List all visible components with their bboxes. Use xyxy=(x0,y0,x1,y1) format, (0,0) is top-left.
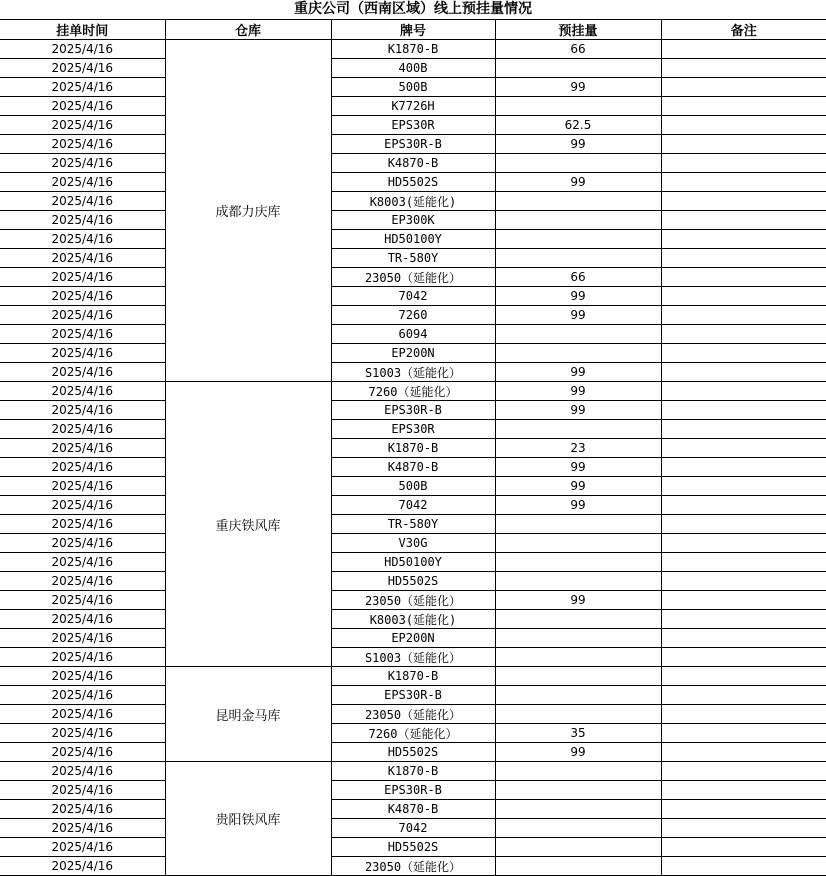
cell-note[interactable] xyxy=(661,173,826,192)
cell-grade[interactable]: 400B xyxy=(331,59,495,78)
cell-note[interactable] xyxy=(661,667,826,686)
table-row xyxy=(0,857,826,876)
table-row xyxy=(0,439,826,458)
table-row xyxy=(0,819,826,838)
cell-date[interactable]: 2025/4/16 xyxy=(0,781,165,800)
cell-quantity[interactable] xyxy=(495,762,661,781)
cell-quantity[interactable] xyxy=(495,211,661,230)
table-row xyxy=(0,230,826,249)
cell-grade[interactable]: EPS30R xyxy=(331,116,495,135)
cell-quantity[interactable] xyxy=(495,800,661,819)
table-row xyxy=(0,477,826,496)
cell-quantity[interactable] xyxy=(495,629,661,648)
cell-quantity[interactable]: 99 xyxy=(495,78,661,97)
cell-note[interactable] xyxy=(661,135,826,154)
table-row xyxy=(0,325,826,344)
cell-note[interactable] xyxy=(661,249,826,268)
table-body xyxy=(0,40,826,876)
cell-date[interactable]: 2025/4/16 xyxy=(0,249,165,268)
cell-date[interactable]: 2025/4/16 xyxy=(0,819,165,838)
cell-grade[interactable]: 7260 xyxy=(331,306,495,325)
cell-grade[interactable]: HD5502S xyxy=(331,173,495,192)
cell-note[interactable] xyxy=(661,477,826,496)
cell-grade[interactable]: 7042 xyxy=(331,496,495,515)
cell-grade[interactable]: 23050（延能化） xyxy=(331,705,495,724)
cell-grade[interactable]: EP300K xyxy=(331,211,495,230)
cell-date[interactable]: 2025/4/16 xyxy=(0,629,165,648)
table-row xyxy=(0,116,826,135)
cell-note[interactable] xyxy=(661,515,826,534)
table-row xyxy=(0,249,826,268)
cell-date[interactable]: 2025/4/16 xyxy=(0,553,165,572)
cell-note[interactable] xyxy=(661,420,826,439)
cell-date[interactable]: 2025/4/16 xyxy=(0,40,165,59)
cell-quantity[interactable]: 23 xyxy=(495,439,661,458)
cell-quantity[interactable]: 99 xyxy=(495,401,661,420)
table-row xyxy=(0,705,826,724)
cell-date[interactable]: 2025/4/16 xyxy=(0,743,165,762)
cell-note[interactable] xyxy=(661,762,826,781)
cell-note[interactable] xyxy=(661,838,826,857)
sheet-title: 重庆公司（西南区域）线上预挂量情况 xyxy=(0,0,826,20)
cell-quantity[interactable] xyxy=(495,648,661,667)
cell-grade[interactable]: S1003（延能化） xyxy=(331,363,495,382)
cell-date[interactable]: 2025/4/16 xyxy=(0,59,165,78)
cell-note[interactable] xyxy=(661,40,826,59)
cell-quantity[interactable] xyxy=(495,154,661,173)
cell-grade[interactable]: 7042 xyxy=(331,287,495,306)
cell-warehouse[interactable]: 昆明金马库 xyxy=(165,667,331,762)
cell-grade[interactable]: K8003(延能化) xyxy=(331,192,495,211)
cell-note[interactable] xyxy=(661,496,826,515)
cell-date[interactable]: 2025/4/16 xyxy=(0,287,165,306)
cell-grade[interactable]: EP200N xyxy=(331,344,495,363)
cell-grade[interactable]: K8003(延能化) xyxy=(331,610,495,629)
cell-quantity[interactable] xyxy=(495,819,661,838)
cell-quantity[interactable] xyxy=(495,553,661,572)
cell-date[interactable]: 2025/4/16 xyxy=(0,78,165,97)
table-row xyxy=(0,724,826,743)
cell-grade[interactable]: K1870-B xyxy=(331,439,495,458)
cell-grade[interactable]: TR-580Y xyxy=(331,515,495,534)
cell-grade[interactable]: V30G xyxy=(331,534,495,553)
cell-date[interactable]: 2025/4/16 xyxy=(0,268,165,287)
cell-quantity[interactable]: 66 xyxy=(495,268,661,287)
table-row xyxy=(0,743,826,762)
header-grade[interactable]: 牌号 xyxy=(331,20,495,40)
cell-quantity[interactable]: 99 xyxy=(495,287,661,306)
cell-date[interactable]: 2025/4/16 xyxy=(0,116,165,135)
table-row xyxy=(0,591,826,610)
cell-note[interactable] xyxy=(661,572,826,591)
cell-note[interactable] xyxy=(661,705,826,724)
cell-note[interactable] xyxy=(661,629,826,648)
cell-warehouse[interactable]: 重庆铁风库 xyxy=(165,382,331,667)
cell-grade[interactable]: 23050（延能化） xyxy=(331,591,495,610)
cell-quantity[interactable] xyxy=(495,781,661,800)
cell-quantity[interactable]: 99 xyxy=(495,743,661,762)
cell-note[interactable] xyxy=(661,287,826,306)
cell-quantity[interactable] xyxy=(495,249,661,268)
table-row xyxy=(0,515,826,534)
cell-grade[interactable]: EPS30R-B xyxy=(331,686,495,705)
cell-grade[interactable]: K1870-B xyxy=(331,667,495,686)
table-row xyxy=(0,762,826,781)
cell-grade[interactable]: HD50100Y xyxy=(331,230,495,249)
cell-date[interactable]: 2025/4/16 xyxy=(0,857,165,876)
cell-date[interactable]: 2025/4/16 xyxy=(0,97,165,116)
cell-note[interactable] xyxy=(661,800,826,819)
cell-date[interactable]: 2025/4/16 xyxy=(0,325,165,344)
cell-grade[interactable]: 500B xyxy=(331,78,495,97)
table-row xyxy=(0,458,826,477)
cell-quantity[interactable] xyxy=(495,420,661,439)
table-row xyxy=(0,401,826,420)
cell-quantity[interactable]: 99 xyxy=(495,496,661,515)
cell-date[interactable]: 2025/4/16 xyxy=(0,344,165,363)
cell-quantity[interactable] xyxy=(495,667,661,686)
cell-note[interactable] xyxy=(661,344,826,363)
cell-quantity[interactable]: 35 xyxy=(495,724,661,743)
cell-grade[interactable]: EPS30R-B xyxy=(331,135,495,154)
table-row xyxy=(0,382,826,401)
table-row xyxy=(0,534,826,553)
cell-quantity[interactable] xyxy=(495,857,661,876)
cell-date[interactable]: 2025/4/16 xyxy=(0,838,165,857)
cell-note[interactable] xyxy=(661,154,826,173)
cell-note[interactable] xyxy=(661,78,826,97)
cell-note[interactable] xyxy=(661,553,826,572)
cell-date[interactable]: 2025/4/16 xyxy=(0,458,165,477)
cell-date[interactable]: 2025/4/16 xyxy=(0,401,165,420)
cell-grade[interactable]: HD5502S xyxy=(331,572,495,591)
cell-quantity[interactable] xyxy=(495,344,661,363)
cell-date[interactable]: 2025/4/16 xyxy=(0,800,165,819)
cell-date[interactable]: 2025/4/16 xyxy=(0,610,165,629)
cell-date[interactable]: 2025/4/16 xyxy=(0,591,165,610)
cell-grade[interactable]: EPS30R xyxy=(331,420,495,439)
cell-grade[interactable]: K4870-B xyxy=(331,800,495,819)
cell-warehouse[interactable]: 成都力庆库 xyxy=(165,40,331,382)
table-row xyxy=(0,667,826,686)
cell-grade[interactable]: TR-580Y xyxy=(331,249,495,268)
table-row xyxy=(0,59,826,78)
cell-date[interactable]: 2025/4/16 xyxy=(0,572,165,591)
cell-quantity[interactable] xyxy=(495,534,661,553)
header-row xyxy=(0,20,826,40)
header-quantity[interactable]: 预挂量 xyxy=(495,20,661,40)
cell-grade[interactable]: EPS30R-B xyxy=(331,401,495,420)
cell-grade[interactable]: 500B xyxy=(331,477,495,496)
cell-grade[interactable]: S1003（延能化） xyxy=(331,648,495,667)
cell-note[interactable] xyxy=(661,686,826,705)
cell-grade[interactable]: K4870-B xyxy=(331,154,495,173)
cell-note[interactable] xyxy=(661,59,826,78)
cell-date[interactable]: 2025/4/16 xyxy=(0,515,165,534)
table-row xyxy=(0,211,826,230)
cell-grade[interactable]: 23050（延能化） xyxy=(331,857,495,876)
table-row xyxy=(0,287,826,306)
cell-quantity[interactable]: 99 xyxy=(495,477,661,496)
cell-grade[interactable]: EPS30R-B xyxy=(331,781,495,800)
cell-note[interactable] xyxy=(661,534,826,553)
cell-quantity[interactable]: 66 xyxy=(495,40,661,59)
table-row xyxy=(0,306,826,325)
cell-quantity[interactable]: 99 xyxy=(495,363,661,382)
cell-note[interactable] xyxy=(661,401,826,420)
cell-note[interactable] xyxy=(661,230,826,249)
cell-note[interactable] xyxy=(661,325,826,344)
cell-grade[interactable]: K7726H xyxy=(331,97,495,116)
table-row xyxy=(0,553,826,572)
header-date[interactable]: 挂单时间 xyxy=(0,20,165,40)
cell-date[interactable]: 2025/4/16 xyxy=(0,363,165,382)
cell-date[interactable]: 2025/4/16 xyxy=(0,686,165,705)
cell-date[interactable]: 2025/4/16 xyxy=(0,420,165,439)
cell-quantity[interactable] xyxy=(495,686,661,705)
table-row xyxy=(0,173,826,192)
cell-date[interactable]: 2025/4/16 xyxy=(0,135,165,154)
table-row xyxy=(0,572,826,591)
cell-date[interactable]: 2025/4/16 xyxy=(0,382,165,401)
cell-date[interactable]: 2025/4/16 xyxy=(0,724,165,743)
cell-note[interactable] xyxy=(661,781,826,800)
table-row xyxy=(0,610,826,629)
cell-note[interactable] xyxy=(661,439,826,458)
table-row xyxy=(0,192,826,211)
cell-date[interactable]: 2025/4/16 xyxy=(0,477,165,496)
table-row xyxy=(0,344,826,363)
cell-grade[interactable]: K4870-B xyxy=(331,458,495,477)
table-row xyxy=(0,420,826,439)
table-row xyxy=(0,838,826,857)
cell-grade[interactable]: 23050（延能化） xyxy=(331,268,495,287)
cell-note[interactable] xyxy=(661,97,826,116)
table-row xyxy=(0,800,826,819)
cell-note[interactable] xyxy=(661,857,826,876)
cell-grade[interactable]: 6094 xyxy=(331,325,495,344)
cell-grade[interactable]: HD50100Y xyxy=(331,553,495,572)
header-note[interactable]: 备注 xyxy=(661,20,826,40)
table-row xyxy=(0,154,826,173)
table-row xyxy=(0,363,826,382)
cell-date[interactable]: 2025/4/16 xyxy=(0,705,165,724)
cell-note[interactable] xyxy=(661,458,826,477)
cell-grade[interactable]: 7260（延能化） xyxy=(331,724,495,743)
table-row xyxy=(0,40,826,59)
cell-date[interactable]: 2025/4/16 xyxy=(0,762,165,781)
cell-date[interactable]: 2025/4/16 xyxy=(0,154,165,173)
cell-grade[interactable]: HD5502S xyxy=(331,838,495,857)
cell-date[interactable]: 2025/4/16 xyxy=(0,439,165,458)
cell-note[interactable] xyxy=(661,268,826,287)
cell-date[interactable]: 2025/4/16 xyxy=(0,496,165,515)
cell-date[interactable]: 2025/4/16 xyxy=(0,192,165,211)
table-row xyxy=(0,496,826,515)
cell-note[interactable] xyxy=(661,363,826,382)
cell-quantity[interactable] xyxy=(495,610,661,629)
cell-quantity[interactable]: 99 xyxy=(495,458,661,477)
data-table xyxy=(0,20,826,876)
cell-date[interactable]: 2025/4/16 xyxy=(0,667,165,686)
cell-date[interactable]: 2025/4/16 xyxy=(0,230,165,249)
cell-note[interactable] xyxy=(661,648,826,667)
cell-quantity[interactable]: 99 xyxy=(495,135,661,154)
cell-note[interactable] xyxy=(661,116,826,135)
cell-date[interactable]: 2025/4/16 xyxy=(0,173,165,192)
cell-quantity[interactable] xyxy=(495,97,661,116)
table-row xyxy=(0,268,826,287)
cell-date[interactable]: 2025/4/16 xyxy=(0,211,165,230)
cell-quantity[interactable] xyxy=(495,192,661,211)
cell-note[interactable] xyxy=(661,743,826,762)
cell-quantity[interactable] xyxy=(495,572,661,591)
cell-grade[interactable]: K1870-B xyxy=(331,762,495,781)
cell-quantity[interactable] xyxy=(495,59,661,78)
cell-date[interactable]: 2025/4/16 xyxy=(0,648,165,667)
cell-note[interactable] xyxy=(661,819,826,838)
table-row xyxy=(0,648,826,667)
cell-date[interactable]: 2025/4/16 xyxy=(0,534,165,553)
cell-quantity[interactable]: 62.5 xyxy=(495,116,661,135)
cell-quantity[interactable]: 99 xyxy=(495,382,661,401)
cell-quantity[interactable]: 99 xyxy=(495,591,661,610)
cell-note[interactable] xyxy=(661,724,826,743)
cell-note[interactable] xyxy=(661,306,826,325)
cell-quantity[interactable]: 99 xyxy=(495,173,661,192)
cell-note[interactable] xyxy=(661,610,826,629)
cell-grade[interactable]: 7042 xyxy=(331,819,495,838)
table-row xyxy=(0,135,826,154)
cell-date[interactable]: 2025/4/16 xyxy=(0,306,165,325)
table-row xyxy=(0,78,826,97)
table-row xyxy=(0,686,826,705)
cell-note[interactable] xyxy=(661,211,826,230)
table-row xyxy=(0,781,826,800)
cell-grade[interactable]: HD5502S xyxy=(331,743,495,762)
cell-note[interactable] xyxy=(661,192,826,211)
header-warehouse[interactable]: 仓库 xyxy=(165,20,331,40)
cell-note[interactable] xyxy=(661,382,826,401)
cell-quantity[interactable] xyxy=(495,705,661,724)
cell-quantity[interactable] xyxy=(495,838,661,857)
table-row xyxy=(0,97,826,116)
cell-quantity[interactable]: 99 xyxy=(495,306,661,325)
table-row xyxy=(0,629,826,648)
cell-grade[interactable]: EP200N xyxy=(331,629,495,648)
cell-grade[interactable]: K1870-B xyxy=(331,40,495,59)
cell-note[interactable] xyxy=(661,591,826,610)
cell-quantity[interactable] xyxy=(495,230,661,249)
cell-quantity[interactable] xyxy=(495,325,661,344)
cell-grade[interactable]: 7260（延能化） xyxy=(331,382,495,401)
cell-warehouse[interactable]: 贵阳铁风库 xyxy=(165,762,331,876)
cell-quantity[interactable] xyxy=(495,515,661,534)
